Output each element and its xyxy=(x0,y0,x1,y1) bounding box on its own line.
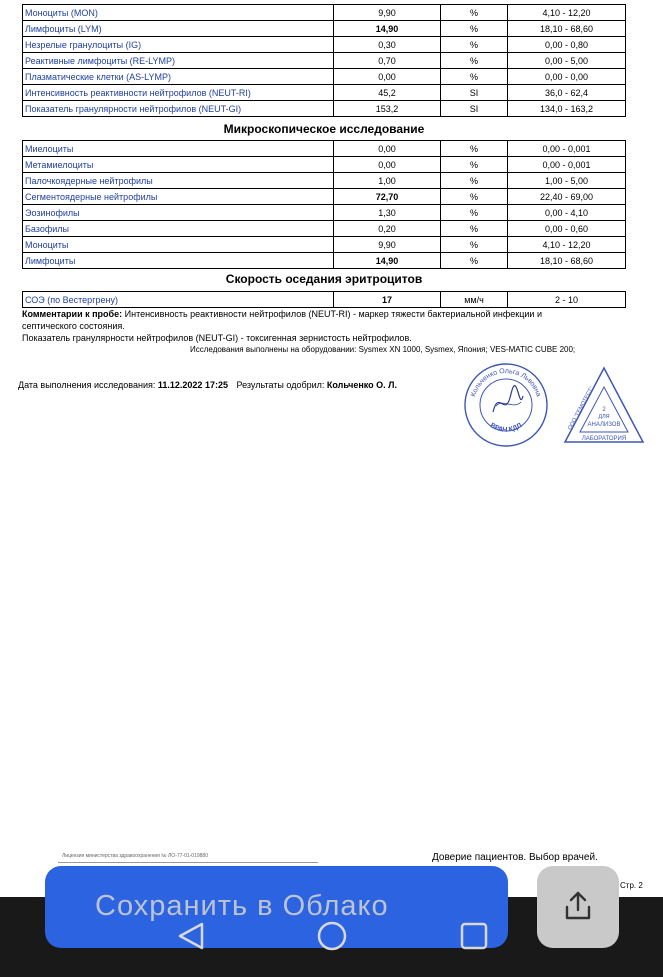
unit-cell: % xyxy=(441,21,508,37)
reference-range-cell: 1,00 - 5,00 xyxy=(508,173,626,189)
license-text: Лицензия министерства здравоохранения № ЛО-77-01-019880 xyxy=(62,853,208,859)
test-name-cell: Реактивные лимфоциты (RE-LYMP) xyxy=(23,53,334,69)
unit-cell: % xyxy=(441,53,508,69)
reference-range-cell: 0,00 - 0,60 xyxy=(508,221,626,237)
table-row xyxy=(23,101,626,117)
result-value-cell: 0,20 xyxy=(334,221,441,237)
reference-range-cell: 0,00 - 0,001 xyxy=(508,157,626,173)
page-number: Стр. 2 xyxy=(620,881,643,890)
result-value-cell: 1,30 xyxy=(334,205,441,221)
unit-cell: % xyxy=(441,221,508,237)
signature-scribble xyxy=(493,386,523,412)
test-name-cell: Сегментоядерные нейтрофилы xyxy=(23,189,334,205)
table-row xyxy=(23,53,626,69)
comments-line-3: Показатель гранулярности нейтрофилов (NEUT-GI) - токсигенная зернистость нейтрофилов. xyxy=(22,333,412,343)
table-row xyxy=(23,157,626,173)
test-name-cell: Эозинофилы xyxy=(23,205,334,221)
test-name-cell: Базофилы xyxy=(23,221,334,237)
laboratory-stamp-number: 2 xyxy=(602,407,606,413)
result-value-cell: 9,90 xyxy=(334,237,441,253)
table-row xyxy=(23,237,626,253)
result-value-cell: 0,00 xyxy=(334,69,441,85)
result-value-cell: 0,00 xyxy=(334,157,441,173)
unit-cell: SI xyxy=(441,85,508,101)
unit-cell: % xyxy=(441,189,508,205)
esr-table-body xyxy=(23,292,626,308)
unit-cell: SI xyxy=(441,101,508,117)
table-row xyxy=(23,85,626,101)
recents-square-icon[interactable] xyxy=(458,920,490,952)
reference-range-cell: 18,10 - 68,60 xyxy=(508,253,626,269)
unit-cell: % xyxy=(441,37,508,53)
table-row xyxy=(23,21,626,37)
unit-cell: % xyxy=(441,173,508,189)
unit-cell: % xyxy=(441,69,508,85)
test-name-cell: Миелоциты xyxy=(23,141,334,157)
table-row xyxy=(23,173,626,189)
result-value-cell: 0,70 xyxy=(334,53,441,69)
result-value-cell: 45,2 xyxy=(334,85,441,101)
results-table-top xyxy=(22,4,626,117)
test-name-cell: СОЭ (по Вестергрену) xyxy=(23,292,334,308)
unit-cell: мм/ч xyxy=(441,292,508,308)
equipment-note: Исследования выполнены на оборудовании: Sysmex XN 1000, Sysmex, Япония; VES-MATIC CUBE 200; xyxy=(190,345,576,354)
back-triangle-icon[interactable] xyxy=(176,920,208,952)
sample-comments xyxy=(22,308,622,344)
reference-range-cell: 18,10 - 68,60 xyxy=(508,21,626,37)
test-name-cell: Интенсивность реактивности нейтрофилов (NEUT-RI) xyxy=(23,85,334,101)
reference-range-cell: 134,0 - 163,2 xyxy=(508,101,626,117)
doctor-stamp xyxy=(463,362,549,448)
test-name-cell: Показатель гранулярности нейтрофилов (NEUT-GI) xyxy=(23,101,334,117)
test-name-cell: Плазматические клетки (AS-LYMP) xyxy=(23,69,334,85)
comments-line-2: септического состояния. xyxy=(22,321,125,331)
table-row xyxy=(23,189,626,205)
unit-cell: % xyxy=(441,237,508,253)
home-circle-icon[interactable] xyxy=(316,920,348,952)
result-value-cell: 0,30 xyxy=(334,37,441,53)
result-value-cell: 72,70 xyxy=(334,189,441,205)
reference-range-cell: 0,00 - 0,00 xyxy=(508,69,626,85)
table-row xyxy=(23,5,626,21)
result-value-cell: 17 xyxy=(334,292,441,308)
approved-label: Результаты одобрил: xyxy=(236,380,325,390)
test-name-cell: Метамиелоциты xyxy=(23,157,334,173)
test-name-cell: Лимфоциты (LYM) xyxy=(23,21,334,37)
laboratory-stamp-title: ЛАБОРАТОРИЯ xyxy=(581,436,627,442)
date-value: 11.12.2022 17:25 xyxy=(157,380,228,390)
table-row xyxy=(23,205,626,221)
table-row xyxy=(23,37,626,53)
table-row xyxy=(23,69,626,85)
result-value-cell: 14,90 xyxy=(334,21,441,37)
table-row xyxy=(23,292,626,308)
unit-cell: % xyxy=(441,205,508,221)
reference-range-cell: 4,10 - 12,20 xyxy=(508,237,626,253)
result-value-cell: 1,00 xyxy=(334,173,441,189)
unit-cell: % xyxy=(441,157,508,173)
result-value-cell: 9,90 xyxy=(334,5,441,21)
table-row xyxy=(23,141,626,157)
reference-range-cell: 36,0 - 62,4 xyxy=(508,85,626,101)
comments-line-1: Интенсивность реактивности нейтрофилов (NEUT-RI) - маркер тяжести бактериальной инфекции и xyxy=(124,309,542,319)
test-name-cell: Палочкоядерные нейтрофилы xyxy=(23,173,334,189)
reference-range-cell: 0,00 - 0,80 xyxy=(508,37,626,53)
table-row xyxy=(23,221,626,237)
esr-title: Скорость оседания эритроцитов xyxy=(225,272,423,286)
reference-range-cell: 0,00 - 0,001 xyxy=(508,141,626,157)
table-row xyxy=(23,253,626,269)
result-value-cell: 14,90 xyxy=(334,253,441,269)
test-name-cell: Незрелые гранулоциты (IG) xyxy=(23,37,334,53)
result-value-cell: 0,00 xyxy=(334,141,441,157)
save-to-cloud-label: Сохранить в Облако xyxy=(95,890,389,922)
signoff-line xyxy=(18,380,403,390)
microscopy-table-body xyxy=(23,141,626,269)
unit-cell: % xyxy=(441,5,508,21)
reference-range-cell: 4,10 - 12,20 xyxy=(508,5,626,21)
unit-cell: % xyxy=(441,141,508,157)
doctor-stamp-role: ВРАЧ КДЛ xyxy=(488,422,524,434)
unit-cell: % xyxy=(441,253,508,269)
share-icon xyxy=(563,890,593,922)
footer-divider xyxy=(58,862,318,863)
test-name-cell: Моноциты xyxy=(23,237,334,253)
reference-range-cell: 0,00 - 5,00 xyxy=(508,53,626,69)
footer-slogan: Доверие пациентов. Выбор врачей. xyxy=(432,852,598,863)
approved-value: Кольченко О. Л. xyxy=(326,380,397,390)
reference-range-cell: 2 - 10 xyxy=(508,292,626,308)
date-label: Дата выполнения исследования: xyxy=(18,380,156,390)
microscopy-title: Микроскопическое исследование xyxy=(223,122,425,136)
laboratory-stamp-for: ДЛЯ xyxy=(598,414,610,420)
reference-range-cell: 22,40 - 69,00 xyxy=(508,189,626,205)
microscopy-table xyxy=(22,140,626,269)
laboratory-stamp xyxy=(562,365,646,445)
laboratory-stamp-analyses: АНАЛИЗОВ xyxy=(587,422,621,428)
doctor-stamp-name: Кольченко Ольга Львовна xyxy=(470,367,542,398)
result-value-cell: 153,2 xyxy=(334,101,441,117)
test-name-cell: Лимфоциты xyxy=(23,253,334,269)
results-table-body xyxy=(23,5,626,117)
share-button[interactable] xyxy=(537,866,619,948)
comments-label: Комментарии к пробе: xyxy=(22,309,123,319)
test-name-cell: Моноциты (MON) xyxy=(23,5,334,21)
reference-range-cell: 0,00 - 4,10 xyxy=(508,205,626,221)
save-to-cloud-button[interactable] xyxy=(45,866,508,948)
laboratory-stamp-org: ООО "ГЕМОТЕСТ" xyxy=(567,385,596,432)
esr-table xyxy=(22,291,626,308)
